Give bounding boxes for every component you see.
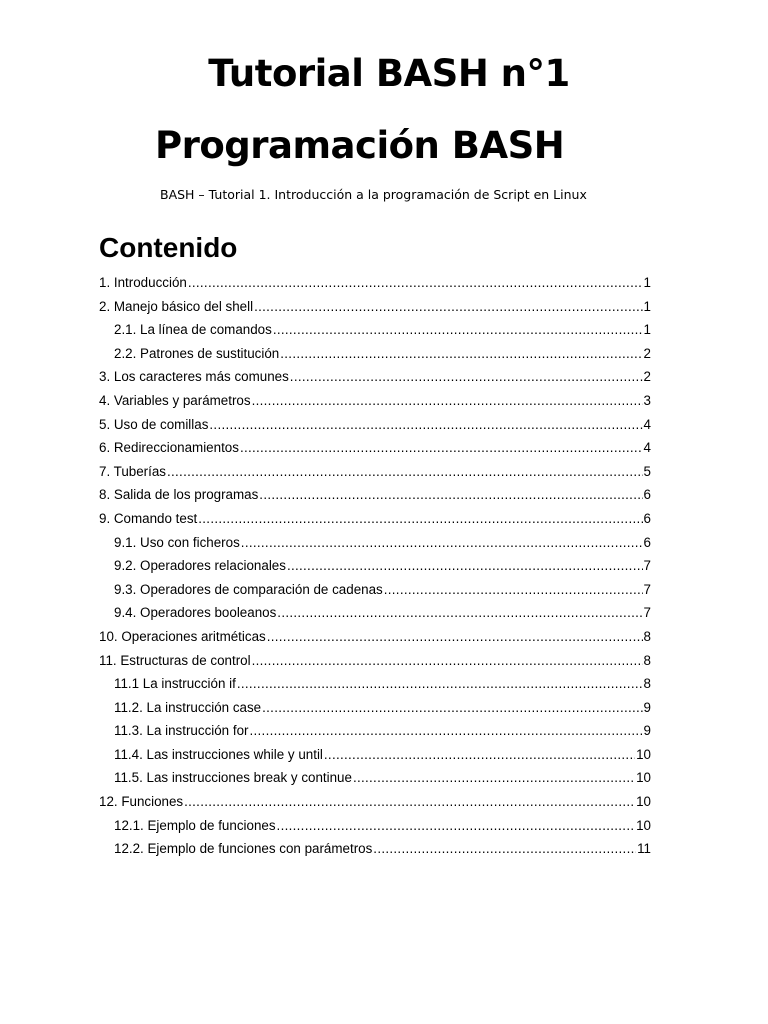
toc-entry-page: 7	[643, 605, 651, 621]
toc-dot-leader	[252, 649, 643, 673]
toc-entry[interactable]	[99, 413, 651, 437]
toc-entry-label: 9.3. Operadores de comparación de cadenas	[114, 581, 383, 597]
toc-dot-leader	[373, 837, 636, 861]
toc-dot-leader	[237, 672, 643, 696]
toc-dot-leader	[287, 554, 643, 578]
toc-entry-page: 3	[643, 392, 651, 408]
table-of-contents	[99, 271, 651, 861]
toc-dot-leader	[353, 766, 635, 790]
toc-heading: Contenido	[99, 232, 238, 263]
toc-entry-label: 9.4. Operadores booleanos	[114, 605, 277, 621]
toc-entry[interactable]	[99, 672, 651, 696]
toc-entry-label: 5. Uso de comillas	[99, 416, 209, 432]
toc-entry-label: 9.1. Uso con ficheros	[114, 534, 240, 550]
toc-entry-page: 10	[636, 770, 651, 786]
toc-entry[interactable]	[99, 601, 651, 625]
toc-dot-leader	[277, 814, 636, 838]
toc-entry[interactable]	[99, 719, 651, 743]
toc-entry[interactable]	[99, 766, 651, 790]
toc-entry[interactable]	[99, 649, 651, 673]
toc-entry-page: 2	[643, 369, 651, 385]
toc-dot-leader	[384, 578, 643, 602]
toc-dot-leader	[241, 531, 643, 555]
toc-entry-label: 8. Salida de los programas	[99, 487, 259, 503]
toc-entry-label: 11.3. La instrucción for	[114, 723, 249, 739]
toc-entry-page: 1	[643, 275, 651, 290]
toc-entry[interactable]	[99, 436, 651, 460]
toc-entry-label: 1. Introducción	[99, 275, 187, 290]
toc-entry-page: 2	[643, 345, 651, 361]
document-title: Tutorial BASH n°1	[208, 52, 570, 95]
toc-entry[interactable]	[99, 342, 651, 366]
toc-entry-page: 7	[643, 558, 651, 574]
toc-entry-page: 6	[643, 534, 651, 550]
toc-entry-page: 6	[643, 510, 651, 526]
toc-entry[interactable]	[99, 554, 651, 578]
toc-dot-leader	[290, 365, 643, 389]
toc-dot-leader	[280, 342, 642, 366]
toc-dot-leader	[188, 271, 643, 295]
toc-entry-label: 2.2. Patrones de sustitución	[114, 345, 280, 361]
toc-entry-label: 12. Funciones	[99, 794, 184, 810]
toc-dot-leader	[267, 625, 643, 649]
toc-entry-page: 10	[636, 794, 651, 810]
toc-entry-page: 11	[637, 841, 651, 857]
toc-entry-label: 4. Variables y parámetros	[99, 392, 251, 408]
toc-dot-leader	[167, 460, 643, 484]
toc-entry-label: 12.1. Ejemplo de funciones	[114, 817, 276, 833]
toc-dot-leader	[252, 389, 643, 413]
toc-entry-page: 8	[643, 628, 651, 644]
toc-entry-label: 11. Estructuras de control	[99, 652, 251, 668]
toc-entry[interactable]	[99, 507, 651, 531]
toc-entry-page: 6	[643, 487, 651, 503]
toc-entry-page: 5	[643, 463, 651, 479]
toc-entry-page: 1	[643, 322, 651, 338]
toc-entry-page: 9	[643, 723, 651, 739]
toc-entry-label: 11.5. Las instrucciones break y continue	[114, 770, 352, 786]
toc-entry-label: 10. Operaciones aritméticas	[99, 628, 266, 644]
toc-dot-leader	[184, 790, 635, 814]
toc-entry[interactable]	[99, 837, 651, 861]
toc-entry-page: 4	[643, 440, 651, 456]
toc-entry[interactable]	[99, 743, 651, 767]
toc-entry-label: 11.2. La instrucción case	[114, 699, 262, 715]
toc-dot-leader	[273, 318, 643, 342]
toc-entry-label: 3. Los caracteres más comunes	[99, 369, 289, 385]
toc-entry-label: 2. Manejo básico del shell	[99, 298, 254, 314]
toc-entry[interactable]	[99, 318, 651, 342]
toc-dot-leader	[240, 436, 643, 460]
toc-entry-label: 12.2. Ejemplo de funciones con parámetros	[114, 841, 373, 857]
toc-entry[interactable]	[99, 389, 651, 413]
toc-entry-label: 6. Redireccionamientos	[99, 440, 239, 456]
toc-entry[interactable]	[99, 578, 651, 602]
toc-dot-leader	[198, 507, 642, 531]
toc-entry[interactable]	[99, 814, 651, 838]
toc-entry-page: 9	[643, 699, 651, 715]
toc-entry-page: 10	[636, 817, 651, 833]
toc-dot-leader	[262, 696, 642, 720]
toc-entry-page: 4	[643, 416, 651, 432]
toc-entry-label: 9. Comando test	[99, 510, 198, 526]
toc-entry[interactable]	[99, 271, 651, 295]
toc-entry[interactable]	[99, 295, 651, 319]
toc-entry-label: 7. Tuberías	[99, 463, 166, 479]
toc-entry[interactable]	[99, 460, 651, 484]
toc-dot-leader	[209, 413, 642, 437]
toc-entry-page: 10	[636, 746, 651, 762]
toc-entry[interactable]	[99, 483, 651, 507]
document-subtitle: BASH – Tutorial 1. Introducción a la programación de Script en Linux	[160, 187, 587, 202]
toc-dot-leader	[249, 719, 642, 743]
toc-entry-label: 11.4. Las instrucciones while y until	[114, 746, 323, 762]
document-title-secondary: Programación BASH	[155, 124, 565, 167]
toc-entry[interactable]	[99, 790, 651, 814]
toc-dot-leader	[277, 601, 642, 625]
toc-entry-page: 7	[643, 581, 651, 597]
toc-dot-leader	[254, 295, 642, 319]
toc-entry-page: 1	[643, 298, 651, 314]
toc-dot-leader	[259, 483, 642, 507]
toc-entry-page: 8	[643, 676, 651, 692]
toc-dot-leader	[324, 743, 635, 767]
toc-entry[interactable]	[99, 365, 651, 389]
toc-entry[interactable]	[99, 696, 651, 720]
toc-entry[interactable]	[99, 531, 651, 555]
toc-entry[interactable]	[99, 625, 651, 649]
toc-entry-label: 2.1. La línea de comandos	[114, 322, 272, 338]
toc-entry-label: 9.2. Operadores relacionales	[114, 558, 286, 574]
toc-entry-label: 11.1 La instrucción if	[114, 676, 236, 692]
toc-entry-page: 8	[643, 652, 651, 668]
